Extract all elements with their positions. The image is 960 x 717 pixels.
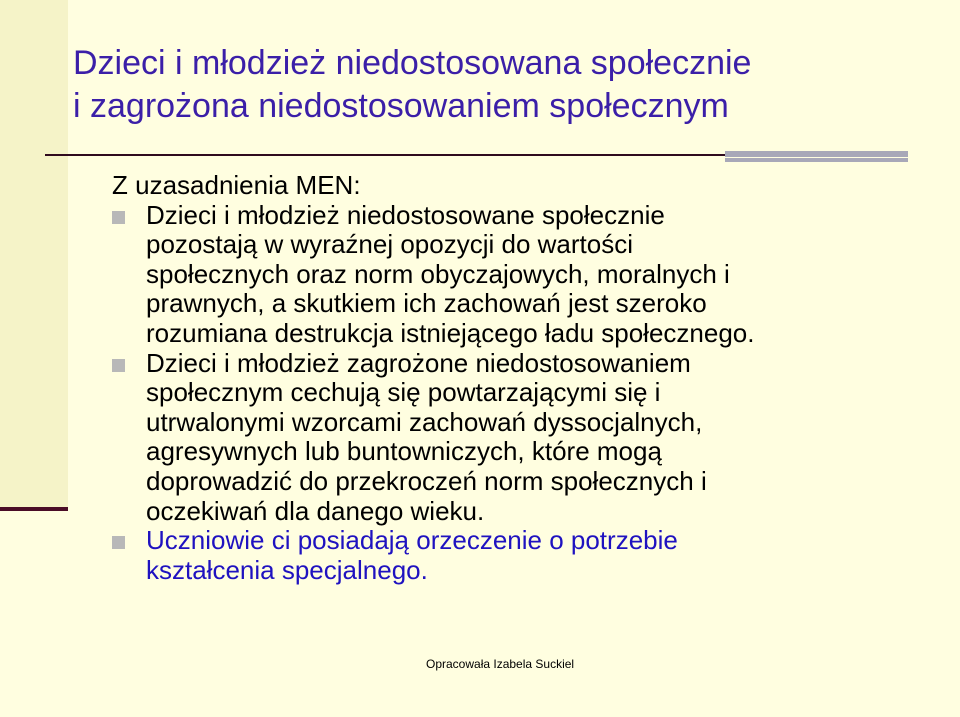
footer-author: Opracowała Izabela Suckiel bbox=[426, 657, 575, 671]
title-divider-accent bbox=[725, 151, 908, 157]
square-bullet-icon bbox=[112, 536, 125, 549]
bullet-line: agresywnych lub buntowniczych, które mogą bbox=[146, 436, 662, 467]
square-bullet-icon bbox=[112, 211, 125, 224]
bullet-line: Dzieci i młodzież zagrożone niedostosowaniem bbox=[146, 347, 691, 378]
bullet-item bbox=[112, 201, 942, 349]
intro-text: Z uzasadnienia MEN: bbox=[112, 170, 361, 200]
bullet-text bbox=[146, 526, 942, 585]
slide-content bbox=[112, 171, 942, 585]
left-decor-rule bbox=[0, 507, 68, 511]
bullet-line: utrwalonymi wzorcami zachowań dyssocjalnych, bbox=[146, 406, 703, 437]
square-bullet-icon bbox=[112, 359, 125, 372]
bullet-text bbox=[146, 201, 942, 349]
bullet-line: doprowadzić do przekroczeń norm społecznych i bbox=[146, 465, 707, 496]
bullet-item-highlighted bbox=[112, 526, 942, 585]
bullet-line: społecznych oraz norm obyczajowych, moralnych i bbox=[146, 258, 730, 289]
bullet-line: kształcenia specjalnego. bbox=[146, 554, 428, 585]
bullet-line: Uczniowie ci posiadają orzeczenie o potrzebie bbox=[146, 525, 678, 556]
bullet-text bbox=[146, 349, 942, 527]
title-line-1: Dzieci i młodzież niedostosowana społecznie bbox=[73, 44, 752, 82]
slide-title bbox=[73, 42, 943, 128]
bullet-line: rozumiana destrukcja istniejącego ładu społecznego. bbox=[146, 317, 755, 348]
bullet-line: Dzieci i młodzież niedostosowane społecznie bbox=[146, 199, 665, 230]
bullet-line: prawnych, a skutkiem ich zachowań jest szeroko bbox=[146, 288, 707, 319]
bullet-line: pozostają w wyraźnej opozycji do wartości bbox=[146, 229, 633, 260]
left-decor-bar bbox=[0, 0, 68, 510]
bullet-item bbox=[112, 349, 942, 527]
bullet-line: oczekiwań dla danego wieku. bbox=[146, 495, 485, 526]
title-divider bbox=[45, 154, 725, 156]
title-line-2: i zagrożona niedostosowaniem społecznym bbox=[73, 87, 729, 125]
bullet-line: społecznym cechują się powtarzającymi się i bbox=[146, 377, 661, 408]
